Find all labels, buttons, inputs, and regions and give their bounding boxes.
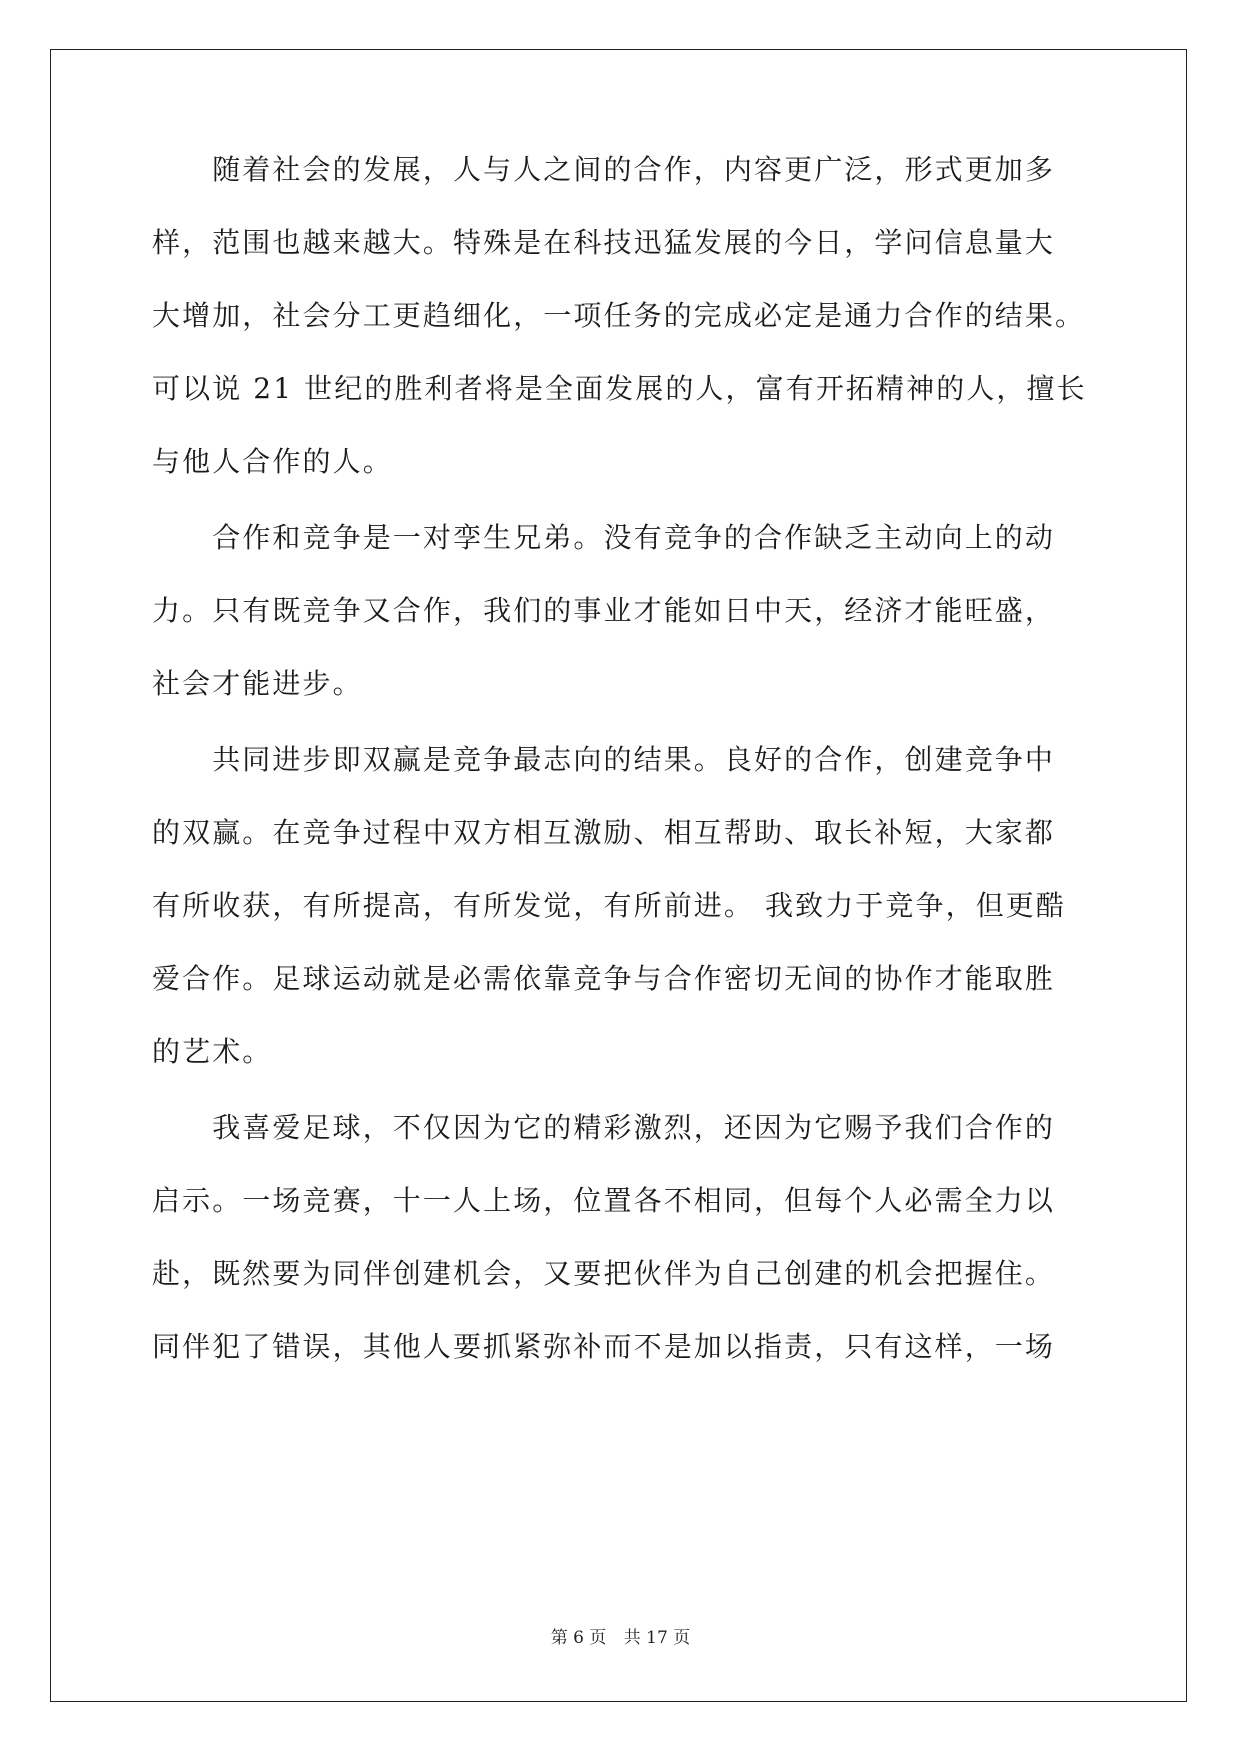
text-line: 有所收获，有所提高，有所发觉，有所前进。 我致力于竞争，但更酷: [152, 889, 1067, 922]
text-line: 社会才能进步。: [152, 667, 363, 700]
text-line: 的双赢。在竞争过程中双方相互激励、相互帮助、取长补短，大家都: [152, 816, 1056, 849]
text-line: 启示。一场竞赛，十一人上场，位置各不相同，但每个人必需全力以: [152, 1184, 1056, 1217]
text-line: 爱合作。足球运动就是必需依靠竞争与合作密切无间的协作才能取胜: [152, 962, 1056, 995]
text-line: 可以说 21 世纪的胜利者将是全面发展的人，富有开拓精神的人，擅长: [152, 372, 1087, 405]
text-line: 与他人合作的人。: [152, 445, 393, 478]
text-line: 随着社会的发展，人与人之间的合作，内容更广泛，形式更加多: [152, 153, 1056, 186]
page-footer: [0, 1627, 1241, 1649]
text-line: 样，范围也越来越大。特殊是在科技迅猛发展的今日，学问信息量大: [152, 226, 1056, 259]
text-line: 共同进步即双赢是竞争最志向的结果。良好的合作，创建竞争中: [152, 743, 1056, 776]
text-line: 的艺术。: [152, 1035, 273, 1068]
text-line: 同伴犯了错误，其他人要抓紧弥补而不是加以指责，只有这样，一场: [152, 1330, 1056, 1363]
page-total: 共 17 页: [623, 1628, 691, 1648]
text-line: 我喜爱足球，不仅因为它的精彩激烈，还因为它赐予我们合作的: [152, 1111, 1056, 1144]
text-line: 力。只有既竞争又合作，我们的事业才能如日中天，经济才能旺盛，: [152, 594, 1056, 627]
text-line: 大增加，社会分工更趋细化，一项任务的完成必定是通力合作的结果。: [152, 299, 1086, 332]
page-number: 第 6 页: [550, 1628, 607, 1648]
text-line: 合作和竞争是一对孪生兄弟。没有竞争的合作缺乏主动向上的动: [152, 521, 1056, 554]
text-line: 赴，既然要为同伴创建机会，又要把伙伴为自己创建的机会把握住。: [152, 1257, 1056, 1290]
